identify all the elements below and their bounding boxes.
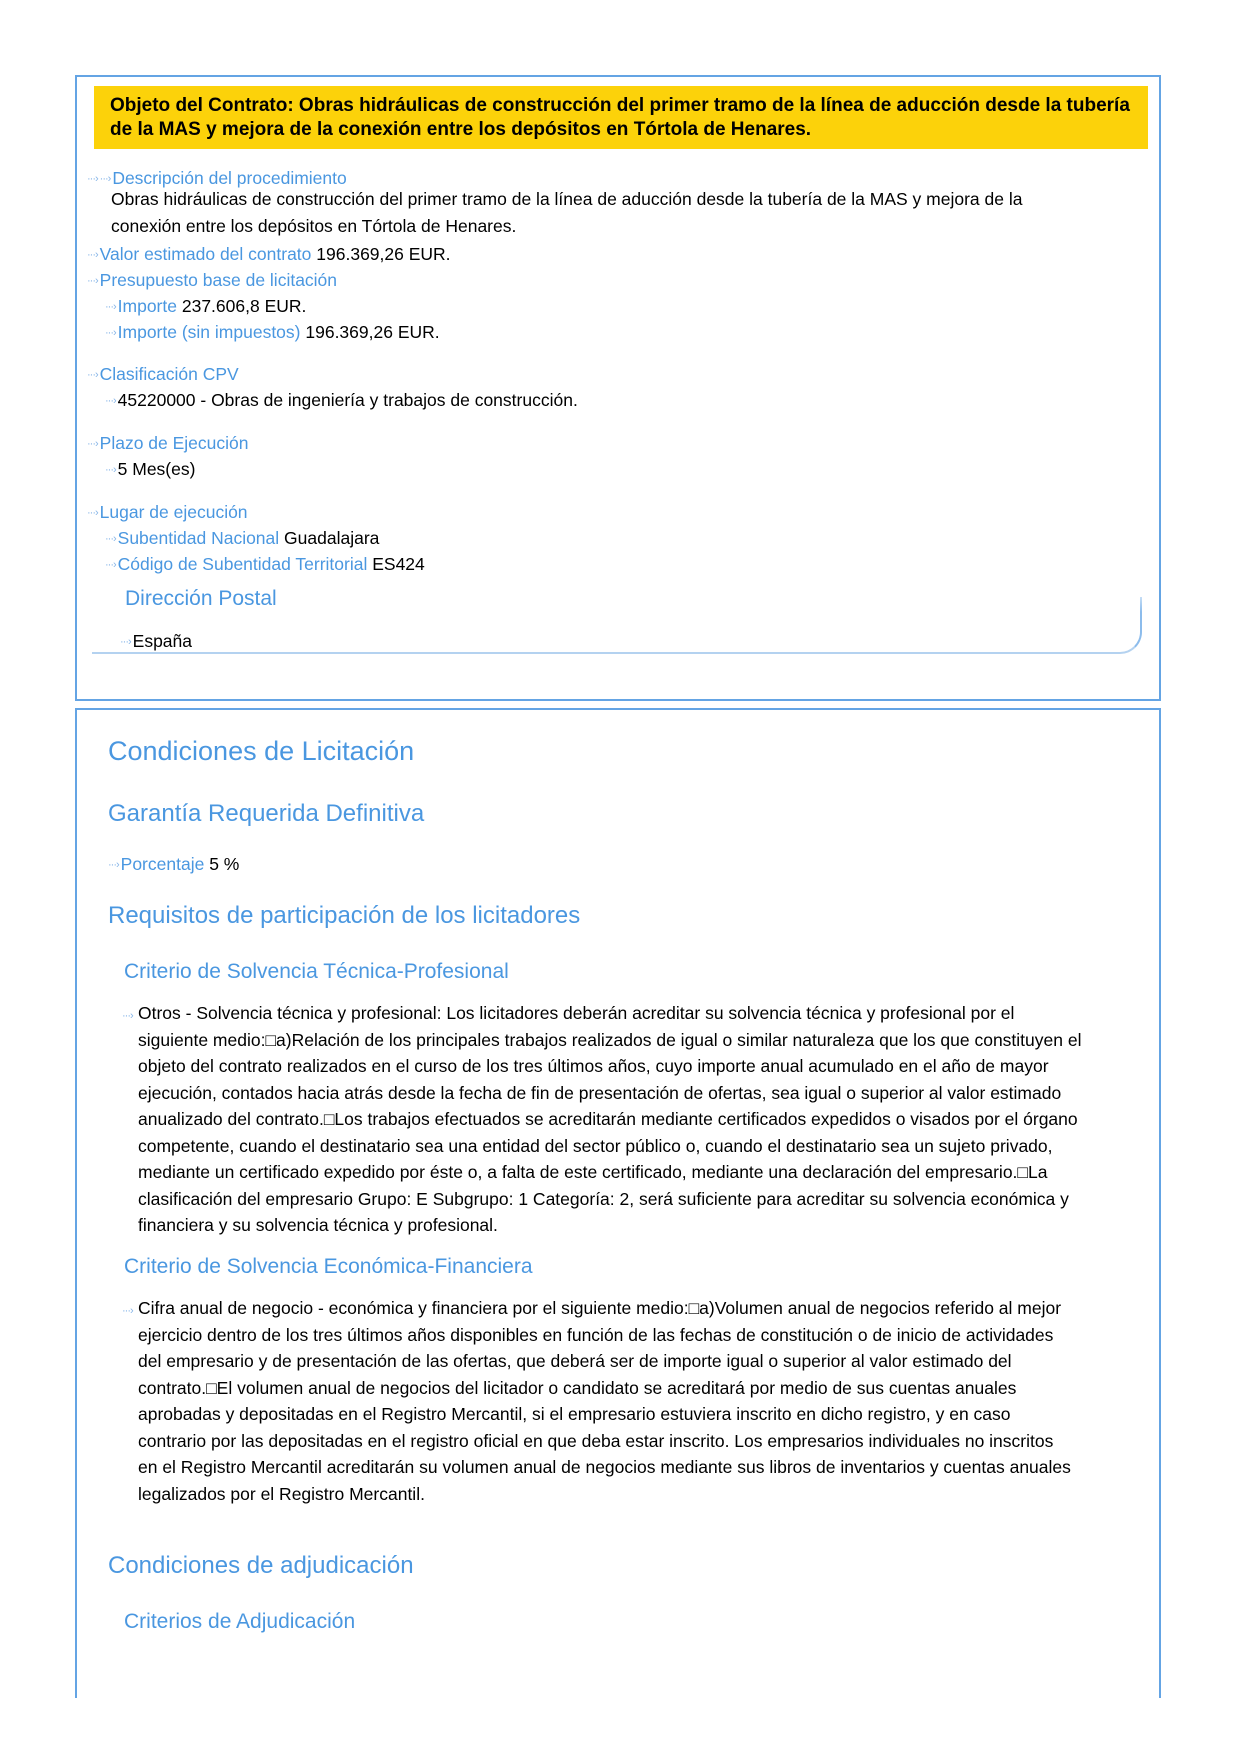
criterios-adjudicacion-heading: Criterios de Adjudicación <box>124 1610 356 1633</box>
descripcion-label: Descripción del procedimiento <box>112 168 347 188</box>
codigo-label: Código de Subentidad Territorial <box>117 554 368 574</box>
plazo-row <box>87 432 249 455</box>
dotted-arrow-icon: ···› <box>105 533 116 545</box>
presupuesto-row <box>87 269 337 292</box>
solvencia-tecnica-text <box>138 1000 1081 1239</box>
dotted-arrow-icon: ···› <box>122 1305 133 1317</box>
importe-label: Importe <box>117 296 177 316</box>
codigo-value: ES424 <box>372 554 425 574</box>
text-line: competente, cuando el destinatario sea una entidad del sector público o, cuando el destinatario sea un sujeto privado, <box>138 1135 1053 1156</box>
garantia-heading: Garantía Requerida Definitiva <box>108 800 425 827</box>
descripcion-line: conexión entre los depósitos en Tórtola de Henares. <box>111 215 517 236</box>
importe-value: 237.606,8 EUR. <box>181 296 307 316</box>
solvencia-economica-heading: Criterio de Solvencia Económica-Financiera <box>124 1255 533 1278</box>
text-line: siguiente medio:□a)Relación de los principales trabajos realizados de igual o similar naturaleza que los que constituyen el <box>138 1029 1082 1050</box>
presupuesto-label: Presupuesto base de licitación <box>99 270 338 290</box>
descripcion-line: Obras hidráulicas de construcción del primer tramo de la línea de aducción desde la tubería de la MAS y mejora de la <box>111 189 1023 209</box>
dotted-arrow-icon: ···› <box>87 173 98 185</box>
direccion-postal-heading: Dirección Postal <box>125 587 277 610</box>
text-line: contrario por las depositadas en el registro oficial en que deba estar inscrito. Los empresarios individuales no inscritos <box>138 1430 1054 1451</box>
importe-sin-impuestos-value: 196.369,26 EUR. <box>305 322 440 342</box>
lugar-row <box>87 501 248 524</box>
valor-estimado-value: 196.369,26 EUR. <box>316 244 451 264</box>
porcentaje-row <box>108 853 239 876</box>
cpv-label: Clasificación CPV <box>99 364 239 384</box>
text-line: del empresario y de presentación de las ofertas, que deberá ser de importe igual o superior al valor estimado del <box>138 1351 1012 1371</box>
dotted-arrow-icon: ···› <box>108 859 119 871</box>
text-line: Cifra anual de negocio - económica y financiera por el siguiente medio:□a)Volumen anual de negocios referido al mejor <box>138 1298 1062 1318</box>
divider-fade <box>1117 582 1157 612</box>
dotted-arrow-icon: ···› <box>120 636 131 648</box>
dotted-arrow-icon: ···› <box>87 275 98 287</box>
codigo-row <box>105 553 425 576</box>
porcentaje-label: Porcentaje <box>120 854 205 874</box>
text-line: mediante un certificado expedido por éste o, a falta de este certificado, mediante una declaración del empresario.□La <box>138 1162 1048 1182</box>
importe-sin-impuestos-label: Importe (sin impuestos) <box>117 322 301 342</box>
tender-conditions-panel <box>75 708 1161 1698</box>
subentidad-value: Guadalajara <box>284 528 380 548</box>
dotted-arrow-icon: ···› <box>87 507 98 519</box>
porcentaje-value: 5 % <box>209 854 240 874</box>
dotted-arrow-icon: ···› <box>105 559 116 571</box>
contract-summary-panel <box>75 75 1161 701</box>
requisitos-heading: Requisitos de participación de los licitadores <box>108 902 581 929</box>
dotted-arrow-icon: ···› <box>87 369 98 381</box>
text-line: financiera y su solvencia técnica y profesional. <box>138 1215 498 1235</box>
dotted-arrow-icon: ···› <box>87 249 98 261</box>
plazo-value-row <box>105 458 195 481</box>
cpv-row <box>87 363 239 386</box>
subentidad-label: Subentidad Nacional <box>117 528 280 548</box>
dotted-arrow-icon: ···› <box>105 301 116 313</box>
rounded-corner-divider <box>92 597 1142 654</box>
text-line: ejercicio dentro de los tres últimos años disponibles en función de las fechas de constitución o de inicio de actividades <box>138 1324 1054 1345</box>
subentidad-row <box>105 527 379 550</box>
text-line: clasificación del empresario Grupo: E Subgrupo: 1 Categoría: 2, será suficiente para acreditar su solvencia económica y <box>138 1188 1069 1209</box>
condiciones-licitacion-title: Condiciones de Licitación <box>108 736 415 766</box>
text-line: Otros - Solvencia técnica y profesional: Los licitadores deberán acreditar su solvencia técnica y profesional por el <box>138 1003 1015 1023</box>
cpv-value-row <box>105 389 578 412</box>
importe-row <box>105 295 306 318</box>
text-line: objeto del contrato realizados en el curso de los tres últimos años, cuyo importe anual acumulado en el año de mayor <box>138 1056 1049 1076</box>
text-line: anualizado del contrato.□Los trabajos efectuados se acreditarán mediante certificados expedidos o visados por el órgano <box>138 1109 1078 1129</box>
dotted-arrow-icon: ···› <box>99 173 111 185</box>
text-line: en el Registro Mercantil acreditarán su volumen anual de negocios mediante sus libros de inventarios y cuentas anuales <box>138 1457 1071 1477</box>
valor-estimado-label: Valor estimado del contrato <box>99 244 312 264</box>
dotted-arrow-icon: ···› <box>105 395 116 407</box>
solvencia-economica-text <box>138 1295 1071 1507</box>
pais-value: España <box>132 631 193 651</box>
text-line: legalizados por el Registro Mercantil. <box>138 1483 425 1504</box>
dotted-arrow-icon: ···› <box>122 1010 133 1022</box>
contract-object-banner: Objeto del Contrato: Obras hidráulicas de construcción del primer tramo de la línea de aducción desde la tubería de la MAS y mejora de la conexión entre los depósitos en Tórtola de Henares. <box>94 86 1148 149</box>
text-line: contrato.□El volumen anual de negocios del licitador o candidato se acreditará por medio de sus cuentas anuales <box>138 1377 1017 1398</box>
plazo-value: 5 Mes(es) <box>117 459 196 479</box>
cpv-value: 45220000 - Obras de ingeniería y trabajos de construcción. <box>117 390 578 410</box>
lugar-label: Lugar de ejecución <box>99 502 248 522</box>
descripcion-text <box>111 186 1022 239</box>
dotted-arrow-icon: ···› <box>105 327 116 339</box>
text-line: aprobadas y depositadas en el Registro Mercantil, si el empresario estuviera inscrito en dicho registro, y en caso <box>138 1404 1011 1424</box>
dotted-arrow-icon: ···› <box>105 464 116 476</box>
importe-sin-impuestos-row <box>105 321 440 344</box>
adjudicacion-heading: Condiciones de adjudicación <box>108 1552 414 1579</box>
solvencia-tecnica-heading: Criterio de Solvencia Técnica-Profesional <box>124 960 509 983</box>
dotted-arrow-icon: ···› <box>87 438 98 450</box>
valor-estimado-row <box>87 243 451 266</box>
plazo-label: Plazo de Ejecución <box>99 433 249 453</box>
text-line: ejecución, contados hacia atrás desde la fecha de fin de presentación de ofertas, sea igual o superior al valor estimado <box>138 1082 1062 1103</box>
